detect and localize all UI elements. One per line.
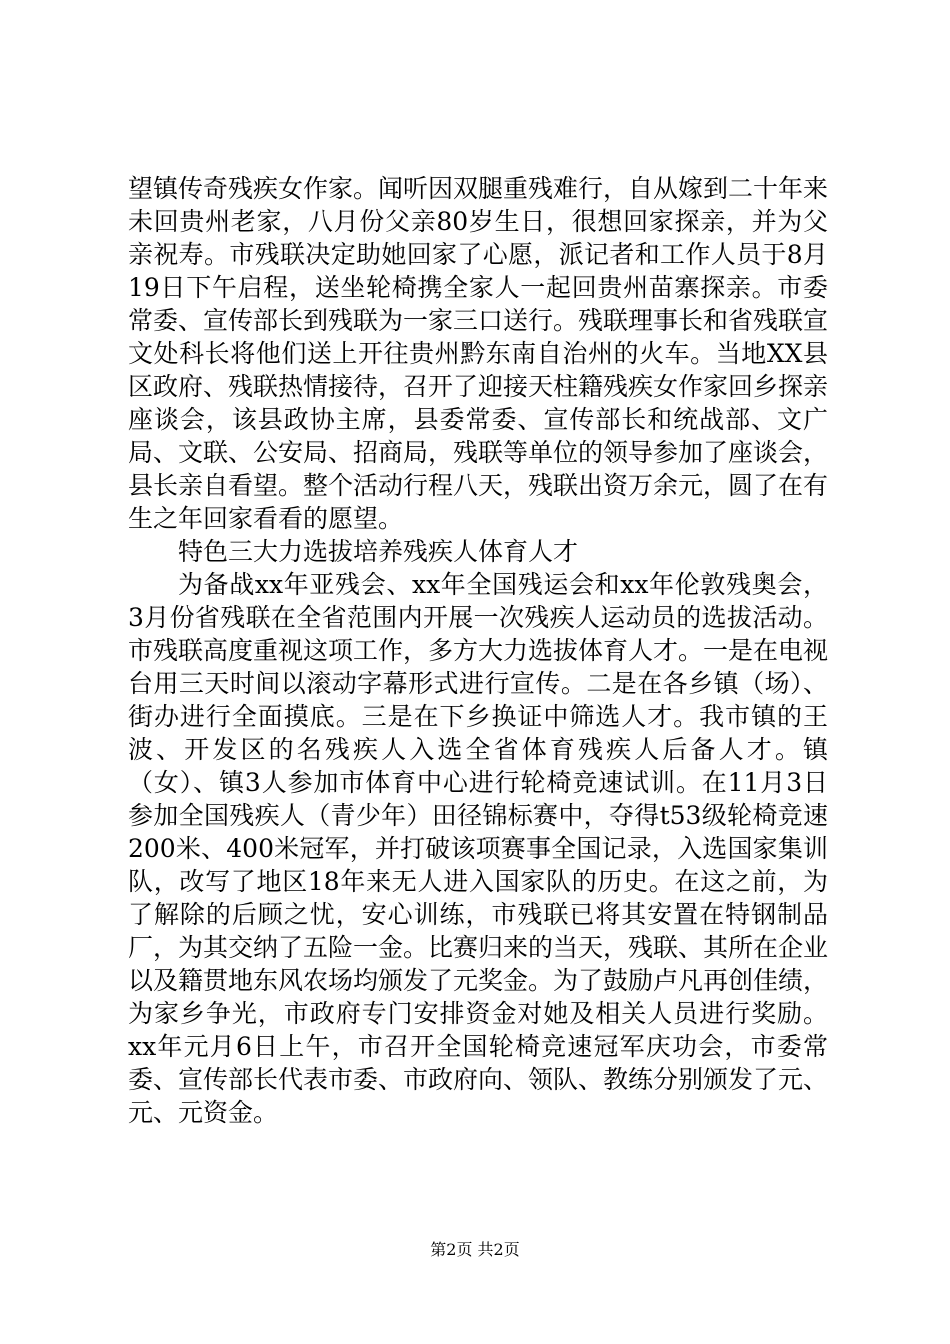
paragraph-continuation: 望镇传奇残疾女作家。闻听因双腿重残难行，自从嫁到二十年来未回贵州老家，八月份父亲80岁生日，很想回家探亲，并为父亲祝寿。市残联决定助她回家了心愿，派记者和工作人员于8月19日下午启程，送坐轮椅携全家人一起回贵州苗寨探亲。市委常委、宣传部长到残联为一家三口送行。残联理事长和省残联宣文处科长将他们送上开往贵州黔东南自治州的火车。当地XX县区政府、残联热情接待，召开了迎接天柱籍残疾女作家回乡探亲座谈会，该县政协主席，县委常委、宣传部长和统战部、文广局、文联、公安局、招商局，残联等单位的领导参加了座谈会，县长亲自看望。整个活动行程八天，残联出资万余元，圆了在有生之年回家看看的愿望。 (128, 174, 829, 533)
document-body (128, 172, 828, 1129)
paragraph-sports-talent: 为备战xx年亚残会、xx年全国残运会和xx年伦敦残奥会，3月份省残联在全省范围内开展一次残疾人运动员的选拔活动。市残联高度重视这项工作，多方大力选拔体育人才。一是在电视台用三天时间以滚动字幕形式进行宣传。二是在各乡镇（场）、街办进行全面摸底。三是在下乡换证中筛选人才。我市镇的王波、开发区的名残疾人入选全省体育残疾人后备人才。镇（女）、镇3人参加市体育中心进行轮椅竞速试训。在11月3日参加全国残疾人（青少年）田径锦标赛中，夺得t53级轮椅竞速200米、400米冠军，并打破该项赛事全国记录，入选国家集训队，改写了地区18年来无人进入国家队的历史。在这之前，为了解除的后顾之忧，安心训练，市残联已将其安置在特钢制品厂，为其交纳了五险一金。比赛归来的当天，残联、其所在企业以及籍贯地东风农场均颁发了元奖金。为了鼓励卢凡再创佳绩，为家乡争光，市政府专门安排资金对她及相关人员进行奖励。xx年元月6日上午，市召开全国轮椅竞速冠军庆功会，市委常委、宣传部长代表市委、市政府向、领队、教练分别颁发了元、元、元资金。 (128, 570, 829, 1127)
page-footer: 第2页 共2页 (430, 1240, 520, 1259)
section-heading: 特色三大力选拔培养残疾人体育人才 (178, 537, 579, 566)
